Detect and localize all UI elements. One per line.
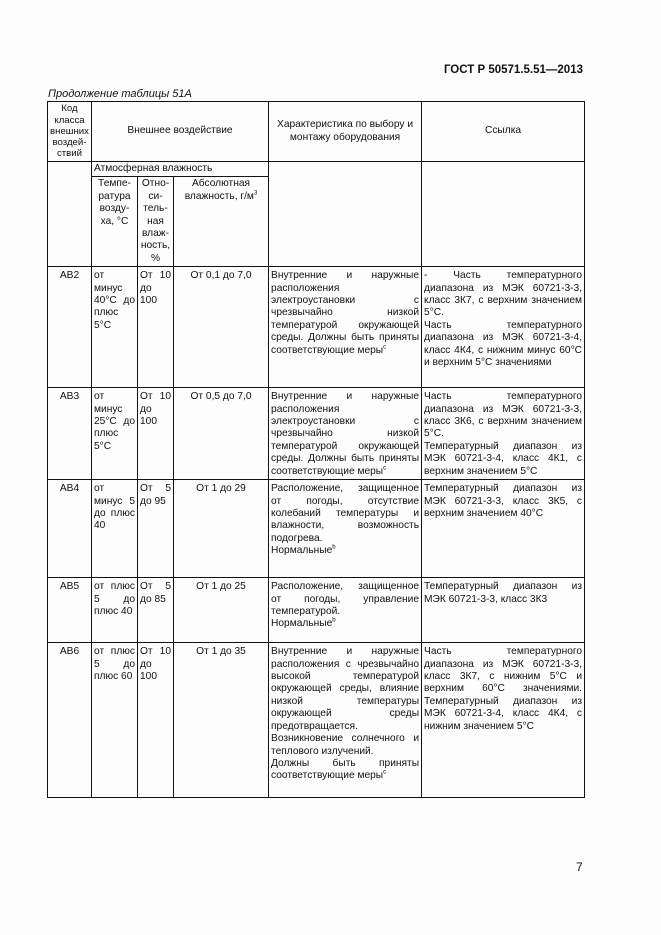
header-reference-blank [422,162,585,267]
footnote-marker: b [332,544,336,551]
characteristic-text: Внутренние и наружные расположения электроустановки с чрезвычайно низкой температурой окружающей среды. Должны быть приняты соответствующие меры [271,391,420,477]
row-absolute-humidity: От 0,5 до 7,0 [174,388,269,480]
row-characteristic [269,480,422,578]
table-header-row [48,102,585,162]
table-continuation-caption: Продолжение таблицы 51А [48,88,192,100]
row-code: АВ6 [48,643,92,798]
row-characteristic [269,267,422,388]
header-characteristic: Характеристика по выбору и монтажу оборудования [269,102,422,162]
table-row [48,643,585,798]
subheader-temperature: Темпе-ратура возду-ха, °С [92,177,138,267]
row-temperature: от минус 5 до плюс 40 [92,480,138,578]
characteristic-text: Расположение, защищенное от погоды, управление температурой. Нормальные [271,581,420,630]
header-code: Код класса внешних воздей-ствий [48,102,92,162]
characteristic-text: Внутренние и наружные расположения электроустановки с чрезвычайно низкой температурой окружающей среды. Должны быть приняты соответствующие меры [271,270,420,356]
row-absolute-humidity: От 1 до 29 [174,480,269,578]
table-row [48,267,585,388]
row-relative-humidity: От 10 до 100 [138,643,174,798]
subheader-absolute-humidity: Абсолютная влажность, $г/м^3$ [174,177,269,267]
table-row [48,480,585,578]
row-characteristic [269,578,422,643]
table-51a [47,101,585,798]
document-standard-header: ГОСТ Р 50571.5.51—2013 [443,64,583,76]
characteristic-text: Внутренние и наружные расположения с чрезвычайно высокой температурой окружающей среды, влияние низкой температуры окружающей среды предотвращается. Возникновение солнечного и теплового излучений. Должны быть приняты соответствующие меры [271,646,420,782]
row-temperature: от плюс 5 до плюс 40 [92,578,138,643]
row-relative-humidity: От 10 до 100 [138,267,174,388]
group-row [48,162,585,177]
group-label: Атмосферная влажность [92,162,269,177]
row-relative-humidity: От 5 до 85 [138,578,174,643]
footnote-marker: с [383,465,387,472]
row-reference: Часть температурного диапазона из МЭК 60721-3-3, класс 3К7, с нижним 5°С и верхним 60°С значениями. Температурный диапазон из МЭК 60721-3-4, класс 4К4, с нижним значением 5°С [422,643,585,798]
row-temperature: от минус 40°С до плюс 5°С [92,267,138,388]
row-temperature: от плюс 5 до плюс 60 [92,643,138,798]
row-code: АВ2 [48,267,92,388]
row-temperature: от минус 25°С до плюс 5°С [92,388,138,480]
table-row [48,578,585,643]
row-characteristic [269,388,422,480]
footnote-marker: с [383,769,387,776]
header-reference: Ссылка [422,102,585,162]
subheader-relative-humidity: Отно-си-тель-ная влаж-ность, % [138,177,174,267]
row-relative-humidity: От 10 до 100 [138,388,174,480]
header-characteristic-blank [269,162,422,267]
row-reference: Часть температурного диапазона из МЭК 60721-3-3, класс 3К6, с верхним значением 5°С. Температурный диапазон из МЭК 60721-3-4, класс 4К1, с верхним значением 5°С [422,388,585,480]
row-code: АВ3 [48,388,92,480]
row-absolute-humidity: От 1 до 35 [174,643,269,798]
header-code-blank [48,162,92,267]
characteristic-text: Расположение, защищенное от погоды, отсутствие колебаний температуры и влажности, возможность подогрева. Нормальные [271,483,420,557]
row-reference: Температурный диапазон из МЭК 60721-3-3, класс 3К5, с верхним значением 40°С [422,480,585,578]
header-impact: Внешнее воздействие [92,102,269,162]
table-row [48,388,585,480]
row-relative-humidity: От 5 до 95 [138,480,174,578]
page-number: 7 [576,860,583,874]
row-absolute-humidity: От 0,1 до 7,0 [174,267,269,388]
footnote-marker: с [383,344,387,351]
row-code: АВ4 [48,480,92,578]
row-absolute-humidity: От 1 до 25 [174,578,269,643]
row-reference: - Часть температурного диапазона из МЭК 60721-3-3, класс 3К7, с верхним значением 5°С. Часть температурного диапазона из МЭК 60721-3-4, класс 4К4, с нижним минус 60°С и верхним 5°С значениями [422,267,585,388]
row-reference: Температурный диапазон из МЭК 60721-3-3, класс 3К3 [422,578,585,643]
row-code: АВ5 [48,578,92,643]
footnote-marker: b [332,618,336,625]
row-characteristic [269,643,422,798]
